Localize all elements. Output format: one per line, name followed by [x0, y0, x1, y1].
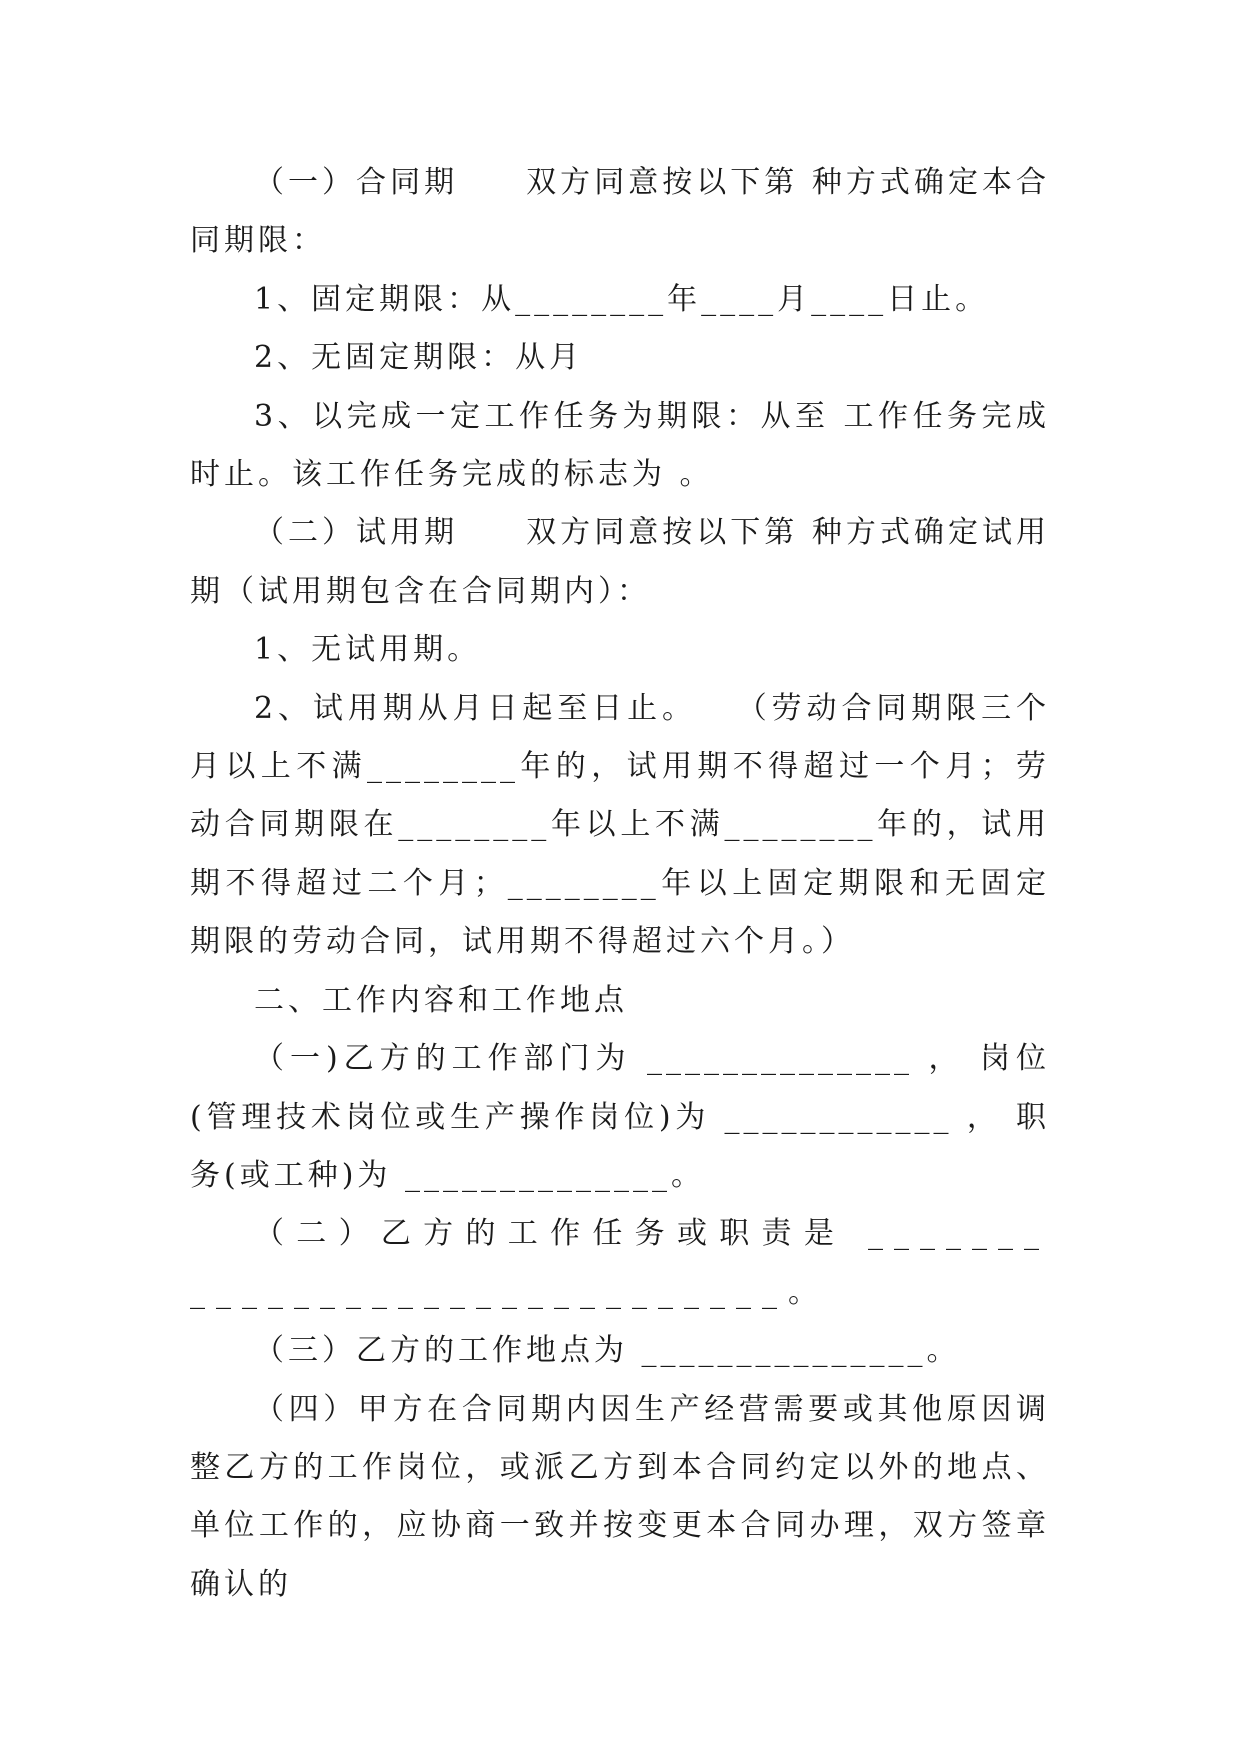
document-body — [190, 154, 1050, 1614]
paragraph-fixed-term: 1、固定期限：从________年____月____日止。 — [254, 281, 990, 317]
paragraph-work-duties: （二）乙方的工作任务或职责是 ______________________________。 — [190, 1216, 1050, 1310]
paragraph-task-based-term: 3、以完成一定工作任务为期限：从至 工作任务完成时止。该工作任务完成的标志为 。 — [190, 398, 1050, 493]
paragraph-position-adjustment: （四）甲方在合同期内因生产经营需要或其他原因调整乙方的工作岗位，或派乙方到本合同约定以外的地点、单位工作的，应协商一致并按变更本合同办理，双方签章确认的 — [190, 1391, 1050, 1602]
paragraph-open-ended-term: 2、无固定期限：从月 — [254, 340, 584, 376]
paragraph-probation-rules: 2、试用期从月日起至日止。 （劳动合同期限三个月以上不满________年的，试用期不得超过一个月；劳动合同期限在________年以上不满________年的，试用期不得超过二个月；________年以上固定期限和无固定期限的劳动合同，试用期不得超过六个月。） — [190, 690, 1050, 960]
paragraph-probation-period: （二）试用期 双方同意按以下第 种方式确定试用期（试用期包含在合同期内）： — [190, 515, 1050, 609]
paragraph-no-probation: 1、无试用期。 — [254, 632, 482, 668]
paragraph-contract-term: （一）合同期 双方同意按以下第 种方式确定本合同期限： — [190, 165, 1050, 259]
section-heading-work-content: 二、工作内容和工作地点 — [254, 982, 628, 1018]
paragraph-work-location: （三）乙方的工作地点为 _______________。 — [254, 1333, 961, 1369]
paragraph-work-department: （一)乙方的工作部门为 ______________ ， 岗位(管理技术岗位或生产操作岗位)为 ____________ ， 职务(或工种)为 ______________。 — [190, 1041, 1050, 1193]
